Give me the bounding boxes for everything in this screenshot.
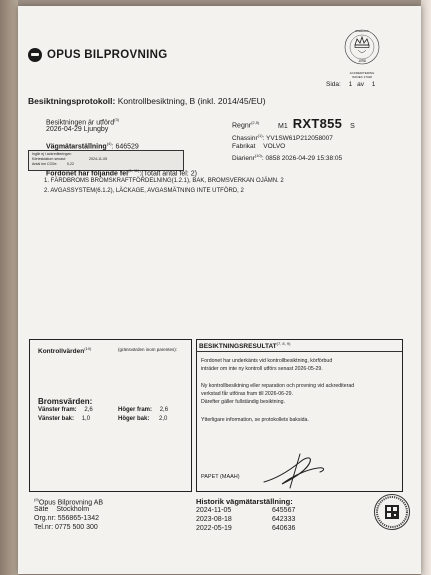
brake-vb-label: Vänster bak:: [38, 416, 75, 422]
seat-label: Säte: [34, 506, 49, 513]
odometer: Vägmätarställning$^{(4)}$: 646529: [46, 141, 139, 151]
odometer-sup: (4): [106, 141, 112, 146]
qr-pattern: [375, 495, 409, 529]
brake-vb-value: 1,0: [81, 416, 91, 422]
place-label-text: Besiktningen är utförd: [46, 119, 115, 127]
fabrikat-row: [232, 143, 285, 150]
page-label: Sida:: [326, 81, 341, 88]
diarienr-label: Diarienr: [232, 155, 255, 163]
diarienr-row: Diarienr$^{(10)}$: 0858 2026-04-29 15:38:05: [232, 153, 343, 163]
background-right: [421, 0, 431, 575]
regnr-suffix: S: [350, 123, 355, 130]
history-value: 642333: [272, 516, 296, 523]
page-total: 1: [371, 81, 376, 88]
result-paragraph-2: [201, 382, 354, 406]
brake-hf: [118, 407, 168, 413]
odometer-value: 646529: [115, 143, 139, 151]
protocol-title: [28, 96, 266, 106]
seal-line: ISO/IEC 17020: [351, 75, 373, 79]
signer-name: PAPET (MAAH): [201, 474, 240, 480]
result-heading-text: BESIKTNINGSRESULTAT: [199, 343, 277, 351]
page-number: 1: [348, 81, 353, 88]
fault-item: 1. FÄRDBROMS BROMSKRAFTFÖRDELNING(1.2.1), BAK, BROMSVERKAN OJÄMN. 2: [44, 178, 284, 184]
result-line: Fordonet har underkänts vid kontrollbesiktning, körförbud: [201, 358, 333, 364]
place-label: [46, 117, 119, 126]
history-date: 2023-08-18: [196, 516, 232, 523]
company-text: Opus Bilprovning AB: [38, 499, 104, 507]
brake-hb-value: 2,0: [159, 416, 168, 422]
brake-vf: [38, 407, 93, 413]
fabrikat-value: VOLVO: [263, 143, 286, 150]
seal-line: ACKREDITERING: [349, 71, 375, 75]
qr-seal-icon: [374, 494, 410, 530]
fault-item: 2. AVGASSYSTEM(6.1.2), LÄCKAGE, AVGASMÄTNING INTE UTFÖRD, 2: [44, 188, 244, 194]
result-heading-divider: [196, 351, 402, 352]
regnr-value-group: [278, 116, 355, 131]
result-paragraph-3: Ytterligare information, se protokollets baksida.: [201, 417, 309, 423]
smallbox-line2-value: 2024-11-05: [89, 157, 108, 161]
faults-heading-sup: (6, 11): [128, 168, 140, 173]
result-paragraph-1: [201, 357, 332, 373]
result-line: verkstad får utföras fram till 2026-06-29.: [201, 391, 293, 397]
brake-hb-label: Höger bak:: [118, 416, 150, 422]
background-left: [0, 0, 18, 575]
title-bold: Besiktningsprotokoll:: [28, 96, 116, 106]
diarienr-sup: (10): [254, 153, 262, 158]
history-value: 640636: [272, 525, 296, 532]
history-heading: Historik vägmätarställning:: [196, 497, 293, 506]
page-indicator: [326, 81, 375, 88]
faults-heading-tail: (Totalt antal fel: 2): [141, 170, 197, 178]
brake-vb: [38, 416, 90, 422]
smallbox-line2-label: Körtestdatum senast:: [32, 157, 66, 161]
regnr-label-text: Regnr: [232, 122, 252, 130]
history-date: 2024-11-05: [196, 507, 232, 514]
diarienr-value: 0858 2026-04-29 15:38:05: [265, 155, 343, 163]
faults-heading: Fordonet har följande fel$^{(6, 11)}$:(Totalt antal fel: 2): [46, 168, 197, 178]
brake-vf-value: 2,6: [84, 407, 93, 413]
control-heading-text: Kontrollvärden: [38, 348, 85, 356]
control-note: (gränsvärden inom parentes):: [118, 347, 178, 352]
smallbox-line1: Ingår ej i ackrediteringen: [32, 152, 72, 156]
brand-logo: [28, 48, 167, 62]
smallbox-line3-value: 0,22: [67, 162, 74, 166]
result-heading: [199, 341, 290, 350]
seal-line: SWEDAC: [355, 29, 369, 33]
company-name: [34, 497, 103, 506]
place-value: 2026-04-29 Ljungby: [46, 126, 109, 133]
regnr-value: RXT855: [292, 116, 343, 131]
opus-logo-icon: [28, 48, 42, 62]
brake-vf-label: Vänster fram:: [38, 407, 77, 413]
regnr-prefix: M1: [278, 123, 288, 130]
place-sup: (3): [114, 117, 119, 122]
company-sup: (9): [34, 497, 39, 502]
seat-value: Stockholm: [56, 506, 90, 513]
history-value: 645567: [272, 507, 296, 514]
company-telnr: Tel.nr: 0775 500 300: [34, 524, 98, 531]
brake-heading: Bromsvärden:: [38, 397, 93, 406]
brake-hf-value: 2,6: [159, 407, 169, 413]
company-orgnr: Org.nr: 556865-1342: [34, 515, 99, 522]
title-rest: Kontrollbesiktning, B (inkl. 2014/45/EU): [115, 96, 266, 106]
page-of: av: [357, 81, 364, 88]
signature: [260, 450, 330, 497]
brand-name: OPUS BILPROVNING: [47, 49, 168, 61]
chassinr-value: YV1SW61P212058007: [266, 135, 333, 143]
result-line: Ny kontrollbesiktning eller reparation och provning vid ackrediterad: [201, 383, 355, 389]
regnr-sup: (2,5): [251, 120, 260, 125]
chassinr-sup: (1): [257, 133, 263, 138]
signature-icon: [260, 450, 330, 492]
smallbox-line3-label: Antal km CO2e:: [32, 162, 58, 166]
control-heading-sup: (10): [84, 346, 92, 351]
result-line: inträder om inte ny kontroll utförs senast 2026-05-29.: [201, 366, 323, 372]
seal-line: 1098: [358, 59, 366, 63]
brake-hb: [118, 416, 167, 422]
regnr-label: [232, 120, 259, 129]
chassinr-label: Chassinr: [232, 135, 258, 143]
result-heading-sup: (7, 8, 9): [276, 341, 291, 346]
chassinr-row: Chassinr$^{(1)}$: YV1SW61P212058007: [232, 133, 333, 143]
odometer-label: Vägmätarställning: [46, 143, 107, 151]
result-line: Därefter gäller fullständig besiktning.: [201, 399, 285, 405]
history-date: 2022-05-19: [196, 525, 232, 532]
company-seat: [34, 506, 89, 513]
faults-heading-text: Fordonet har följande fel: [46, 170, 129, 178]
brake-hf-label: Höger fram:: [118, 407, 153, 413]
control-heading: [38, 346, 91, 355]
fabrikat-label: Fabrikat: [232, 143, 256, 150]
